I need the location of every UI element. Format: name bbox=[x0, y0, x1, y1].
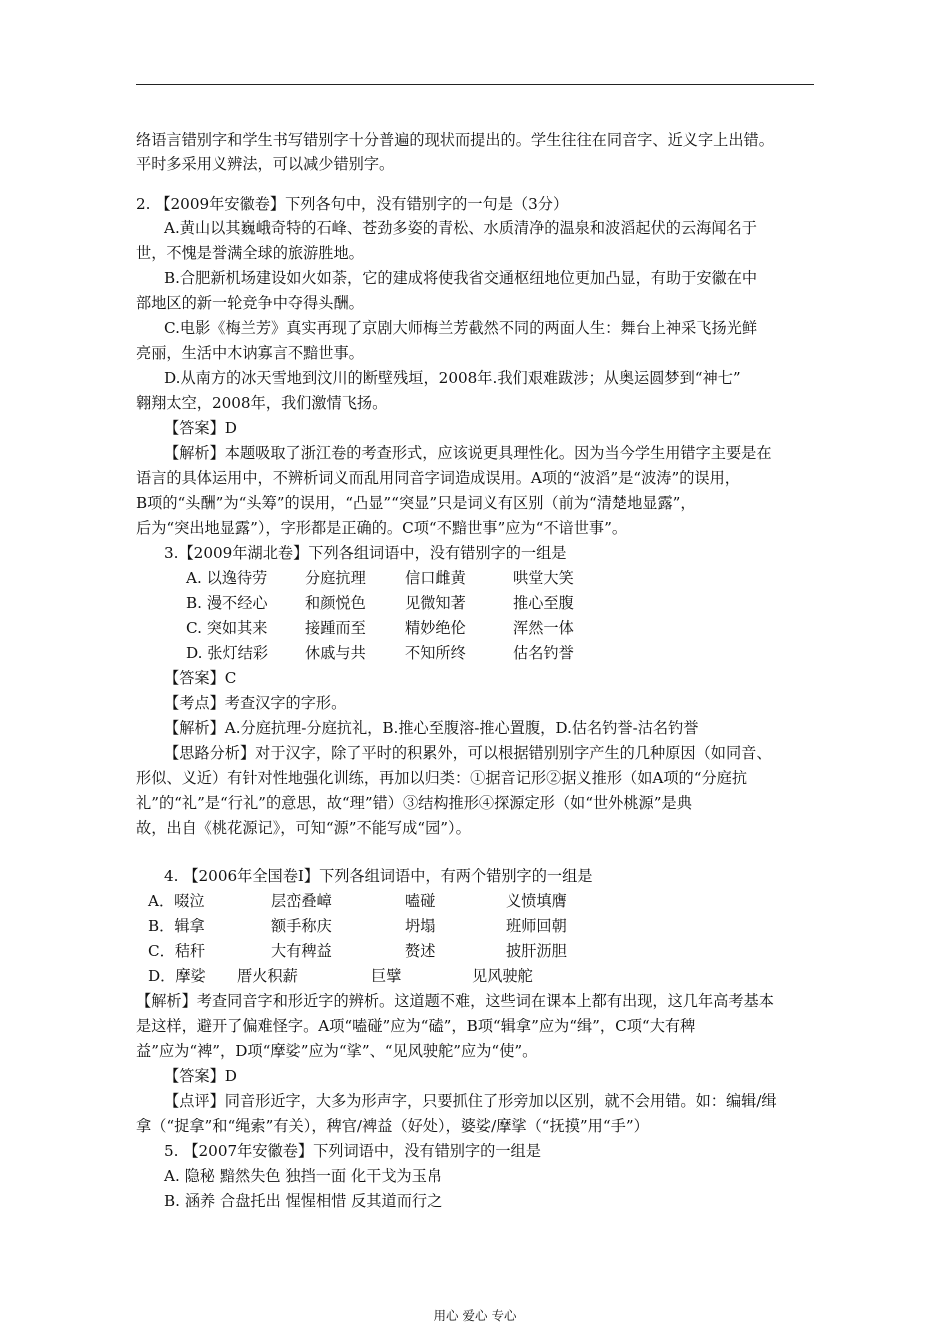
q2-analysis-1: 【解析】本题吸取了浙江卷的考查形式，应该说更具理性化。因为当今学生用错字主要是在 bbox=[164, 444, 772, 462]
q2-analysis-3: B项的“头酬”为“头筹”的误用，“凸显”“突显”只是词义有区别（前为“清楚地显露”， bbox=[136, 494, 696, 512]
q3-cell: 浑然一体 bbox=[513, 619, 574, 637]
q3-cell: 和颜悦色 bbox=[305, 594, 366, 612]
q3-thinking-3: 礼”的“礼”是“行礼”的意思，故“理”错）③结构推形④探源定形（如“世外桃源”是典 bbox=[136, 794, 692, 812]
q2-option-a-cont: 世，不愧是誉满全球的旅游胜地。 bbox=[136, 244, 364, 262]
intro-line-1: 络语言错别字和学生书写错别字十分普遍的现状而提出的。学生往往在同音字、近义字上出错。 bbox=[136, 131, 774, 149]
q4-cell: 厝火积薪 bbox=[237, 967, 298, 985]
q3-cell: 接踵而至 bbox=[305, 619, 366, 637]
q4-cell: 层峦叠嶂 bbox=[271, 892, 332, 910]
q3-answer: 【答案】C bbox=[164, 669, 237, 687]
q3-cell: D. 张灯结彩 bbox=[186, 644, 269, 662]
q4-cell: B．辑拿 bbox=[148, 917, 205, 935]
q4-cell: 班师回朝 bbox=[506, 917, 567, 935]
q2-option-c-cont: 亮丽，生活中木讷寡言不黯世事。 bbox=[136, 344, 364, 362]
q3-cell: 估名钓誉 bbox=[513, 644, 574, 662]
q2-option-b: B.合肥新机场建设如火如荼，它的建成将使我省交通枢纽地位更加凸显，有助于安徽在中 bbox=[164, 269, 758, 287]
q5-option-b: B. 涵养 合盘托出 惺惺相惜 反其道而行之 bbox=[164, 1192, 443, 1210]
q3-cell: 见微知著 bbox=[405, 594, 466, 612]
q4-analysis-3: 益”应为“裨”，D项“摩娑”应为“挲”、“见风驶舵”应为“使”。 bbox=[136, 1042, 538, 1060]
q3-cell: A. 以逸待劳 bbox=[186, 569, 268, 587]
q3-cell: 休戚与共 bbox=[305, 644, 366, 662]
q4-cell: 嗑碰 bbox=[405, 892, 436, 910]
q4-cell: D．摩娑 bbox=[148, 967, 206, 985]
q4-answer: 【答案】D bbox=[164, 1067, 237, 1085]
q3-cell: C. 突如其来 bbox=[186, 619, 268, 637]
q3-cell: 分庭抗理 bbox=[305, 569, 366, 587]
q2-analysis-2: 语言的具体运用中，不辨析词义而乱用同音字词造成误用。A项的“波滔”是“波涛”的误用， bbox=[136, 469, 740, 487]
q4-cell: 额手称庆 bbox=[271, 917, 332, 935]
q4-cell: 赘述 bbox=[405, 942, 436, 960]
q3-cell: 精妙绝伦 bbox=[405, 619, 466, 637]
q3-cell: B. 漫不经心 bbox=[186, 594, 268, 612]
q3-thinking-4: 故，出自《桃花源记》，可知“源”不能写成“园”）。 bbox=[136, 819, 471, 837]
q4-cell: 义愤填膺 bbox=[506, 892, 567, 910]
q4-cell: C．秸秆 bbox=[148, 942, 206, 960]
header-rule bbox=[136, 84, 814, 85]
q2-option-b-cont: 部地区的新一轮竞争中夺得头酬。 bbox=[136, 294, 364, 312]
q2-option-a: A.黄山以其巍峨奇特的石峰、苍劲多姿的青松、水质清净的温泉和波滔起伏的云海闻名于 bbox=[164, 219, 757, 237]
q2-answer: 【答案】D bbox=[164, 419, 237, 437]
q2-analysis-4: 后为“突出地显露”），字形都是正确的。C项“不黯世事”应为“不谙世事”。 bbox=[136, 519, 628, 537]
q2-option-d: D.从南方的冰天雪地到汶川的断壁残垣，2008年.我们艰难跋涉；从奥运圆梦到“神七” bbox=[164, 369, 741, 387]
q4-cell: 见风驶舵 bbox=[472, 967, 533, 985]
q4-cell: 大有稗益 bbox=[271, 942, 332, 960]
q3-stem: 3.【2009年湖北卷】下列各组词语中，没有错别字的一组是 bbox=[164, 544, 567, 562]
q2-option-c: C.电影《梅兰芳》真实再现了京剧大师梅兰芳截然不同的两面人生：舞台上神采飞扬光鲜 bbox=[164, 319, 758, 337]
q3-thinking-1: 【思路分析】对于汉字，除了平时的积累外，可以根据错别别字产生的几种原因（如同音、 bbox=[164, 744, 772, 762]
q3-cell: 哄堂大笑 bbox=[513, 569, 574, 587]
q2-stem: 2. 【2009年安徽卷】下列各句中，没有错别字的一句是（3分） bbox=[136, 195, 569, 213]
q3-cell: 信口雌黄 bbox=[405, 569, 466, 587]
q3-point: 【考点】考查汉字的字形。 bbox=[164, 694, 347, 712]
q4-analysis-1: 【解析】考查同音字和形近字的辨析。这道题不难，这些词在课本上都有出现，这几年高考基本 bbox=[136, 992, 774, 1010]
q4-cell: 披肝沥胆 bbox=[506, 942, 567, 960]
q4-comment-1: 【点评】同音形近字，大多为形声字，只要抓住了形旁加以区别，就不会用错。如：编辑/缉 bbox=[164, 1092, 777, 1110]
q3-cell: 推心至腹 bbox=[513, 594, 574, 612]
q5-option-a: A. 隐秘 黯然失色 独挡一面 化干戈为玉帛 bbox=[164, 1167, 443, 1185]
q3-cell: 不知所终 bbox=[405, 644, 466, 662]
q4-cell: A．啜泣 bbox=[148, 892, 205, 910]
q4-stem: 4. 【2006年全国卷Ⅰ】下列各组词语中，有两个错别字的一组是 bbox=[164, 867, 593, 885]
q4-comment-2: 拿（“捉拿”和“绳索”有关），稗官/裨益（好处），婆娑/摩挲（“抚摸”用“手”） bbox=[136, 1117, 649, 1135]
q2-option-d-cont: 翱翔太空，2008年，我们激情飞扬。 bbox=[136, 394, 388, 412]
q4-cell: 坍塌 bbox=[405, 917, 436, 935]
q3-analysis: 【解析】A.分庭抗理-分庭抗礼，B.推心至腹溶-推心置腹，D.估名钓誉-沽名钓誉 bbox=[164, 719, 699, 737]
page-footer: 用心 爱心 专心 bbox=[433, 1308, 517, 1323]
q4-cell: 巨擘 bbox=[371, 967, 402, 985]
q4-analysis-2: 是这样，避开了偏难怪字。A项“嗑碰”应为“磕”，B项“辑拿”应为“缉”，C项“大有稗 bbox=[136, 1017, 696, 1035]
q3-thinking-2: 形似、义近）有针对性地强化训练，再加以归类：①据音记形②据义推形（如A项的“分庭抗 bbox=[136, 769, 748, 787]
intro-line-2: 平时多采用义辨法，可以减少错别字。 bbox=[136, 155, 395, 173]
q5-stem: 5. 【2007年安徽卷】下列词语中，没有错别字的一组是 bbox=[164, 1142, 541, 1160]
